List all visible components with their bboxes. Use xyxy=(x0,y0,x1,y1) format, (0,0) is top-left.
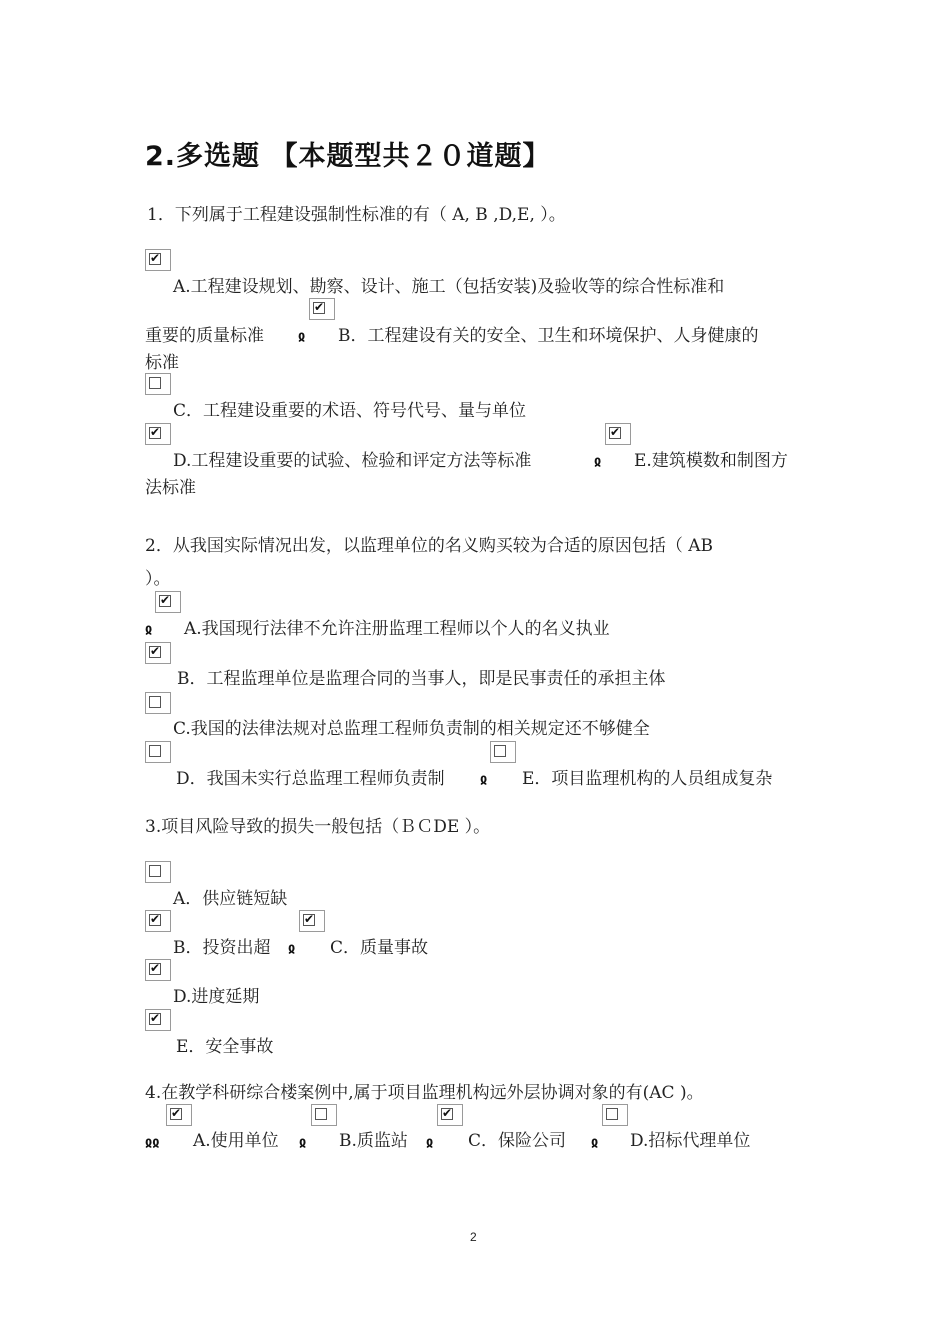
check-icon: ✔ xyxy=(150,644,161,658)
q4-option-d-checkbox[interactable] xyxy=(602,1104,628,1126)
q1-option-e: E.建筑模数和制图方 xyxy=(634,451,788,471)
q4-option-b: B.质监站 xyxy=(339,1131,408,1151)
q1-option-d-checkbox[interactable] xyxy=(145,423,171,445)
q1-option-a-checkbox[interactable] xyxy=(145,249,171,271)
question-3-stem: 3.项目风险导致的损失一般包括（ＢＣDE ）。 xyxy=(145,817,491,837)
q3-option-e-checkbox[interactable] xyxy=(145,1009,171,1031)
separator-symbol: ჲ xyxy=(591,1135,599,1150)
q1-option-e-continued: 法标准 xyxy=(145,478,196,498)
separator-symbol: ჲჲ xyxy=(145,1135,160,1150)
q2-option-b: B．工程监理单位是监理合同的当事人，即是民事责任的承担主体 xyxy=(177,669,666,689)
q1-option-b-continued: 标准 xyxy=(145,353,179,373)
check-icon: ✔ xyxy=(150,251,161,265)
q2-option-c-checkbox[interactable] xyxy=(145,692,171,714)
q1-option-c: C．工程建设重要的术语、符号代号、量与单位 xyxy=(173,401,527,421)
q2-option-c: C.我国的法律法规对总监理工程师负责制的相关规定还不够健全 xyxy=(173,719,650,739)
q3-option-c-checkbox[interactable] xyxy=(299,910,325,932)
check-icon: ✔ xyxy=(150,425,161,439)
section-heading: 2.多选题 【本题型共２０道题】 xyxy=(145,141,551,172)
page-number: 2 xyxy=(470,1230,477,1244)
q3-option-d: D.进度延期 xyxy=(173,987,260,1007)
q1-option-c-checkbox[interactable] xyxy=(145,373,171,395)
separator-symbol: ჲ xyxy=(288,941,296,956)
separator-symbol: ჲ xyxy=(426,1135,434,1150)
q4-option-d: D.招标代理单位 xyxy=(630,1131,751,1151)
q4-option-a: A.使用单位 xyxy=(193,1131,279,1151)
q4-option-c: C．保险公司 xyxy=(468,1131,567,1151)
q2-option-d: D．我国未实行总监理工程师负责制 xyxy=(176,769,445,789)
separator-symbol: ჲ xyxy=(594,454,602,469)
q4-option-a-checkbox[interactable] xyxy=(166,1104,192,1126)
q1-option-b: B．工程建设有关的安全、卫生和环境保护、人身健康的 xyxy=(338,326,759,346)
question-1-stem: 1．下列属于工程建设强制性标准的有（ A, B ,D,E, ）。 xyxy=(147,205,566,225)
separator-symbol: ჲ xyxy=(299,1135,307,1150)
check-icon: ✔ xyxy=(610,425,621,439)
q3-option-c: C．质量事故 xyxy=(330,938,429,958)
q2-option-a-checkbox[interactable] xyxy=(155,591,181,613)
q1-option-e-checkbox[interactable] xyxy=(605,423,631,445)
q3-option-a-checkbox[interactable] xyxy=(145,861,171,883)
separator-symbol: ჲ xyxy=(298,329,306,344)
check-icon: ✔ xyxy=(150,961,161,975)
q2-option-e-checkbox[interactable] xyxy=(490,741,516,763)
q3-option-d-checkbox[interactable] xyxy=(145,959,171,981)
q3-option-e: E．安全事故 xyxy=(176,1037,274,1057)
check-icon: ✔ xyxy=(150,1011,161,1025)
check-icon: ✔ xyxy=(314,300,325,314)
check-icon: ✔ xyxy=(442,1106,453,1120)
separator-symbol: ჲ xyxy=(480,772,488,787)
q1-option-b-checkbox[interactable] xyxy=(309,298,335,320)
question-2-stem-continued: ）。 xyxy=(145,569,171,589)
q1-option-a-continued: 重要的质量标准 xyxy=(145,326,264,346)
q2-option-a: A.我国现行法律不允许注册监理工程师以个人的名义执业 xyxy=(184,619,610,639)
check-icon: ✔ xyxy=(171,1106,182,1120)
q4-option-b-checkbox[interactable] xyxy=(311,1104,337,1126)
check-icon: ✔ xyxy=(160,593,171,607)
q1-option-a: A.工程建设规划、勘察、设计、施工（包括安装)及验收等的综合性标准和 xyxy=(173,277,725,297)
check-icon: ✔ xyxy=(150,912,161,926)
q3-option-b-checkbox[interactable] xyxy=(145,910,171,932)
separator-symbol: ჲ xyxy=(145,622,153,637)
check-icon: ✔ xyxy=(304,912,315,926)
q2-option-b-checkbox[interactable] xyxy=(145,642,171,664)
q2-option-d-checkbox[interactable] xyxy=(145,741,171,763)
q3-option-a: A．供应链短缺 xyxy=(173,889,288,909)
q1-option-d: D.工程建设重要的试验、检验和评定方法等标准 xyxy=(173,451,532,471)
q2-option-e: E．项目监理机构的人员组成复杂 xyxy=(522,769,773,789)
question-2-stem: 2．从我国实际情况出发，以监理单位的名义购买较为合适的原因包括（ AB xyxy=(145,536,713,556)
question-4-stem: 4.在教学科研综合楼案例中,属于项目监理机构远外层协调对象的有(AC )。 xyxy=(145,1083,704,1103)
q4-option-c-checkbox[interactable] xyxy=(437,1104,463,1126)
q3-option-b: B．投资出超 xyxy=(173,938,271,958)
